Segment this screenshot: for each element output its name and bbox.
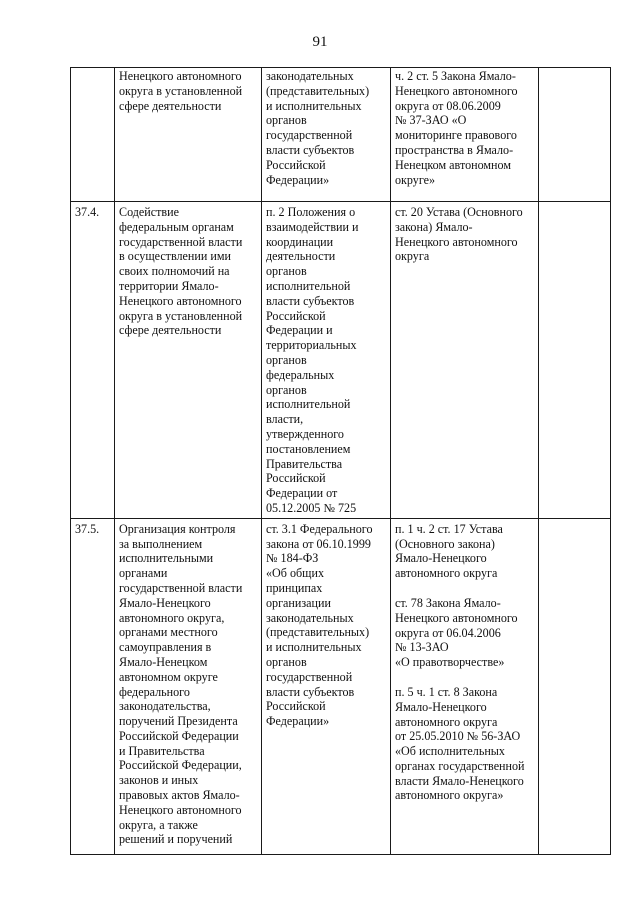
text-line: утвержденного (266, 426, 344, 441)
reference-paragraph (395, 522, 535, 581)
text-line: автономного округа, (119, 610, 225, 625)
authority-description-cell (115, 518, 262, 854)
text-line: Ненецкого автономного (119, 802, 242, 817)
text-line: автономного округа (395, 714, 498, 729)
regional-basis-cell (391, 518, 539, 854)
federal-basis-cell (262, 68, 391, 202)
text-line: п. 5 ч. 1 ст. 8 Закона (395, 684, 498, 699)
text-line: Ямало-Ненецкого (119, 595, 211, 610)
text-line: сфере деятельности (119, 98, 222, 113)
table-row (71, 518, 611, 854)
text-line: округа от 06.04.2006 (395, 625, 501, 640)
text-line: автономного округа» (395, 788, 504, 803)
text-line: взаимодействии и (266, 219, 359, 234)
text-line: законов и иных (119, 773, 199, 788)
text-line: Ямало-Ненецкого (395, 551, 487, 566)
text-line: автономном округе (119, 669, 218, 684)
text-line: власти субъектов (266, 684, 355, 699)
text-line: (представительных) (266, 625, 370, 640)
text-line: Федерации» (266, 714, 330, 729)
text-line: органами (119, 566, 168, 581)
text-line: законодательства, (119, 699, 211, 714)
text-line: органах государственной (395, 758, 525, 773)
text-line: решений и поручений (119, 832, 233, 847)
text-line: исполнительной (266, 397, 351, 412)
table-row (71, 68, 611, 202)
regional-basis-cell (391, 202, 539, 519)
text-line: Ямало-Ненецком (119, 654, 208, 669)
text-line: закона от 06.10.1999 (266, 536, 371, 551)
text-line: территориальных (266, 338, 357, 353)
federal-basis-cell (262, 518, 391, 854)
federal-basis-cell (262, 202, 391, 519)
text-line: органов (266, 264, 307, 279)
text-line: и исполнительных (266, 98, 362, 113)
text-line: за выполнением (119, 536, 203, 551)
text-line: п. 1 ч. 2 ст. 17 Устава (395, 521, 503, 536)
text-line: органов (266, 382, 307, 397)
page-number: 91 (312, 34, 328, 50)
text-line: власти субъектов (266, 142, 355, 157)
text-line: Российской Федерации (119, 728, 239, 743)
empty-cell (539, 202, 611, 519)
text-line: Правительства (266, 456, 343, 471)
text-line: ст. 78 Закона Ямало- (395, 595, 501, 610)
text-line: Ненецкого автономного (395, 234, 518, 249)
text-line: Ненецкого автономного (119, 293, 242, 308)
text-line: Содействие (119, 205, 179, 219)
text-line: власти, (266, 412, 304, 427)
text-line: государственной власти (119, 234, 243, 249)
text-line: сфере деятельности (119, 323, 222, 338)
text-line: 05.12.2005 № 725 (266, 500, 357, 515)
text-line: государственной (266, 128, 353, 143)
text-line: деятельности (266, 249, 336, 264)
text-line: «Об общих (266, 566, 324, 581)
text-line: № 37-ЗАО «О (395, 113, 467, 128)
text-line: от 25.05.2010 № 56-ЗАО (395, 729, 521, 744)
text-line: власти Ямало-Ненецкого (395, 773, 524, 788)
reference-paragraph (395, 69, 535, 187)
text-line: Российской (266, 699, 326, 714)
text-line: (Основного закона) (395, 536, 495, 551)
text-line: Российской (266, 308, 326, 323)
text-line: органов (266, 352, 307, 367)
text-line: Ненецкого автономного (395, 83, 518, 98)
text-line: ч. 2 ст. 5 Закона Ямало- (395, 69, 516, 83)
text-line: п. 2 Положения о (266, 205, 356, 219)
text-line: органов (266, 654, 307, 669)
text-line: координации (266, 234, 334, 249)
text-line: Ямало-Ненецкого (395, 699, 487, 714)
table-row (71, 202, 611, 519)
text-line: законодательных (266, 610, 354, 625)
text-line: законодательных (266, 69, 354, 83)
text-line: Российской (266, 157, 326, 172)
text-line: федерального (119, 684, 190, 699)
text-line: пространства в Ямало- (395, 142, 514, 157)
text-line: Ненецкого автономного (119, 69, 242, 83)
text-line: государственной власти (119, 580, 243, 595)
reference-paragraph (395, 596, 535, 670)
text-line: округа (395, 249, 430, 264)
text-line: Федерации и (266, 323, 333, 338)
text-line: органов (266, 113, 307, 128)
authority-description-cell (115, 202, 262, 519)
text-line: и Правительства (119, 743, 205, 758)
text-line: Российской Федерации, (119, 758, 242, 773)
reference-paragraph (395, 205, 535, 264)
text-line: Федерации от (266, 486, 338, 501)
text-line: принципах (266, 580, 323, 595)
text-line: организации (266, 595, 331, 610)
text-line: Ненецком автономном (395, 157, 511, 172)
text-line: федеральных (266, 367, 335, 382)
text-line: органами местного (119, 625, 218, 640)
text-line: округа в установленной (119, 83, 243, 98)
text-line: мониторинге правового (395, 128, 517, 143)
text-line: округе» (395, 172, 436, 187)
authority-description-cell (115, 68, 262, 202)
text-line: Российской (266, 471, 326, 486)
item-number-cell: 37.4. (71, 202, 115, 519)
text-line: и исполнительных (266, 640, 362, 655)
text-line: исполнительными (119, 551, 214, 566)
regional-basis-cell (391, 68, 539, 202)
text-line: поручений Президента (119, 714, 238, 729)
item-number-cell: 37.5. (71, 518, 115, 854)
text-line: округа в установленной (119, 308, 243, 323)
empty-cell (539, 518, 611, 854)
text-line: своих полномочий на (119, 264, 230, 279)
text-line: № 184-ФЗ (266, 551, 319, 566)
text-line: исполнительной (266, 278, 351, 293)
text-line: Федерации» (266, 172, 330, 187)
text-line: ст. 20 Устава (Основного (395, 205, 523, 219)
text-line: закона) Ямало- (395, 219, 473, 234)
text-line: автономного округа (395, 566, 498, 581)
text-line: федеральным органам (119, 219, 234, 234)
item-number-cell (71, 68, 115, 202)
text-line: Ненецкого автономного (395, 610, 518, 625)
text-line: (представительных) (266, 83, 370, 98)
text-line: правовых актов Ямало- (119, 788, 240, 803)
text-line: территории Ямало- (119, 278, 219, 293)
text-line: № 13-ЗАО (395, 640, 449, 655)
text-line: «О правотворчестве» (395, 655, 505, 670)
text-line: в осуществлении ими (119, 249, 231, 264)
text-line: постановлением (266, 441, 351, 456)
text-line: «Об исполнительных (395, 744, 505, 759)
text-line: округа, а также (119, 817, 198, 832)
empty-cell (539, 68, 611, 202)
text-line: ст. 3.1 Федерального (266, 521, 373, 536)
text-line: государственной (266, 669, 353, 684)
text-line: власти субъектов (266, 293, 355, 308)
text-line: самоуправления в (119, 640, 212, 655)
text-line: Организация контроля (119, 521, 236, 536)
document-table (70, 67, 611, 855)
reference-paragraph (395, 685, 535, 803)
text-line: округа от 08.06.2009 (395, 98, 501, 113)
